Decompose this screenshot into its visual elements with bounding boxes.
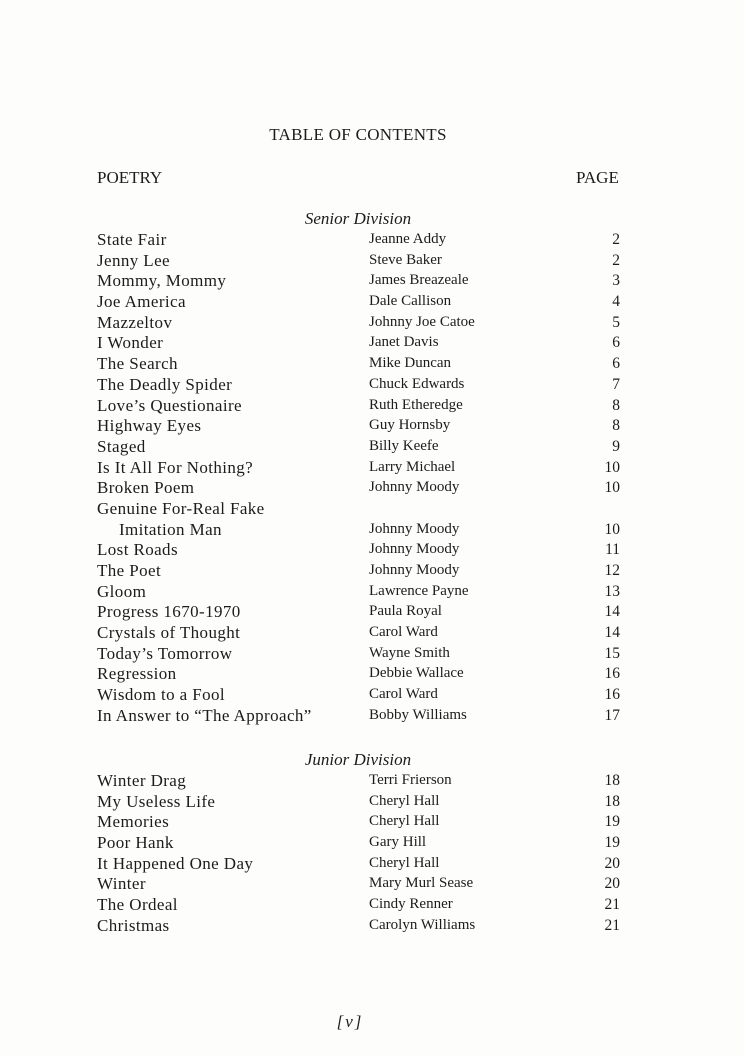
entry-title: Joe America (97, 292, 186, 312)
entry-title: Progress 1670-1970 (97, 602, 241, 622)
entry-page: 12 (604, 562, 620, 579)
entry-title: Highway Eyes (97, 416, 202, 436)
entry-author: Wayne Smith (369, 644, 450, 661)
entry-page: 9 (612, 437, 620, 455)
entry-title: Wisdom to a Fool (97, 685, 226, 705)
toc-entry (0, 251, 744, 272)
toc-entry (0, 271, 744, 292)
toc-entry (0, 916, 744, 937)
toc-entry (0, 771, 744, 792)
entry-page: 11 (605, 541, 620, 559)
entry-title: The Search (97, 354, 178, 374)
toc-entry (0, 313, 744, 334)
toc-entry (0, 833, 744, 854)
entry-title: Winter Drag (97, 771, 187, 790)
page-column-label: PAGE (576, 168, 619, 187)
entry-author: Gary Hill (369, 834, 427, 851)
toc-entry (0, 706, 744, 727)
toc-entry (0, 895, 744, 916)
entry-title: The Deadly Spider (97, 374, 233, 394)
entry-author: Cheryl Hall (369, 854, 440, 871)
toc-entry (0, 812, 744, 833)
entry-title: It Happened One Day (97, 853, 254, 873)
entry-author: Steve Baker (369, 251, 442, 268)
toc-entry (0, 230, 744, 251)
entry-page: 3 (612, 272, 620, 290)
entry-author: Carol Ward (369, 624, 438, 641)
entry-title: In Answer to “The Approach” (97, 705, 312, 725)
senior-division-heading: Senior Division (304, 209, 412, 228)
entry-author: Billy Keefe (369, 437, 439, 454)
toc-entry (0, 540, 744, 561)
entry-author: Cheryl Hall (369, 792, 440, 809)
toc-entry (0, 333, 744, 354)
entry-author: Johnny Moody (369, 541, 460, 558)
entry-page: 18 (604, 792, 620, 810)
entry-author: Debbie Wallace (369, 665, 464, 682)
entry-page: 10 (604, 458, 620, 476)
entry-title: Love’s Questionaire (97, 395, 242, 415)
entry-author: Cheryl Hall (369, 813, 440, 830)
entry-page: 10 (604, 520, 620, 538)
entry-page: 8 (612, 417, 620, 435)
entry-page: 21 (604, 896, 620, 914)
entry-page: 20 (604, 854, 620, 872)
entry-author: Carolyn Williams (369, 916, 476, 933)
entry-page: 6 (612, 334, 620, 352)
entry-title: I Wonder (97, 333, 164, 353)
entry-author: Johnny Moody (369, 479, 460, 496)
entry-author: Janet Davis (369, 334, 439, 351)
entry-author: James Breazeale (369, 272, 469, 289)
entry-page: 14 (604, 624, 620, 642)
entry-author: Guy Hornsby (369, 417, 451, 434)
entry-page: 2 (612, 231, 620, 248)
entry-author: Lawrence Payne (369, 582, 469, 599)
toc-entry (0, 623, 744, 644)
entry-page: 16 (604, 665, 620, 683)
entry-page: 5 (612, 313, 620, 331)
entry-page: 18 (604, 772, 620, 789)
entry-page: 17 (604, 706, 620, 724)
entry-title: Staged (97, 436, 146, 456)
entry-title: Poor Hank (97, 833, 174, 853)
toc-entry (0, 854, 744, 875)
entry-author: Paula Royal (369, 603, 442, 620)
toc-entry (0, 582, 744, 603)
entry-page: 15 (604, 644, 620, 662)
page-title: TABLE OF CONTENTS (269, 125, 447, 144)
entry-page: 6 (612, 355, 620, 373)
toc-entry (0, 792, 744, 813)
entry-title: State Fair (97, 230, 167, 249)
toc-entry (0, 685, 744, 706)
entry-page: 13 (604, 582, 620, 600)
toc-entry (0, 416, 744, 437)
entry-author: Chuck Edwards (369, 375, 465, 392)
entry-author: Larry Michael (369, 458, 456, 475)
entry-page: 4 (612, 293, 620, 311)
entry-title: The Poet (97, 561, 162, 580)
entry-title: Crystals of Thought (97, 623, 241, 643)
entry-title: Is It All For Nothing? (97, 457, 254, 477)
entry-author: Bobby Williams (369, 706, 467, 723)
entry-author: Ruth Etheredge (369, 396, 463, 413)
entry-title: Lost Roads (97, 540, 178, 560)
junior-division-list (0, 771, 744, 937)
entry-author: Cindy Renner (369, 896, 453, 913)
entry-page: 7 (612, 375, 620, 393)
entry-title: Today’s Tomorrow (97, 643, 233, 663)
entry-title: Mazzeltov (97, 312, 173, 332)
toc-entry (0, 478, 744, 499)
toc-entry (0, 561, 744, 582)
toc-entry (0, 375, 744, 396)
junior-division-heading: Junior Division (304, 750, 412, 769)
entry-title: Mommy, Mommy (97, 271, 227, 291)
entry-page: 16 (604, 686, 620, 704)
toc-entry (0, 664, 744, 685)
entry-page: 14 (604, 603, 620, 621)
entry-title: Winter (97, 874, 146, 894)
entry-author: Mike Duncan (369, 355, 452, 372)
toc-entry (0, 520, 744, 541)
section-label: POETRY (97, 168, 163, 187)
toc-entry (0, 644, 744, 665)
entry-title: Broken Poem (97, 478, 195, 498)
toc-entry (0, 458, 744, 479)
entry-title: Gloom (97, 581, 147, 601)
toc-entry (0, 499, 744, 520)
entry-page: 10 (604, 479, 620, 497)
entry-title: Genuine For-Real Fake (97, 498, 265, 518)
toc-entry (0, 602, 744, 623)
entry-page: 20 (604, 875, 620, 893)
entry-title: Jenny Lee (97, 250, 170, 270)
entry-title: Imitation Man (119, 519, 222, 539)
entry-page: 2 (612, 251, 620, 269)
senior-division-list (0, 230, 744, 727)
entry-author: Johnny Moody (369, 520, 460, 537)
entry-author: Johnny Moody (369, 562, 460, 578)
entry-title: Christmas (97, 915, 170, 935)
entry-title: The Ordeal (97, 895, 178, 915)
page-folio: [v] (336, 1012, 364, 1031)
toc-entry (0, 396, 744, 417)
entry-author: Mary Murl Sease (369, 875, 474, 892)
entry-author: Jeanne Addy (369, 231, 447, 247)
toc-entry (0, 354, 744, 375)
entry-title: Memories (97, 812, 170, 832)
toc-entry (0, 292, 744, 313)
toc-entry (0, 874, 744, 895)
entry-author: Dale Callison (369, 293, 452, 310)
entry-page: 19 (604, 813, 620, 831)
entry-page: 21 (604, 916, 620, 934)
entry-author: Terri Frierson (369, 772, 452, 788)
entry-page: 8 (612, 396, 620, 414)
entry-title: Regression (97, 664, 177, 684)
entry-title: My Useless Life (97, 791, 216, 811)
entry-page: 19 (604, 834, 620, 852)
entry-author: Johnny Joe Catoe (369, 313, 475, 330)
entry-author: Carol Ward (369, 686, 438, 703)
toc-entry (0, 437, 744, 458)
